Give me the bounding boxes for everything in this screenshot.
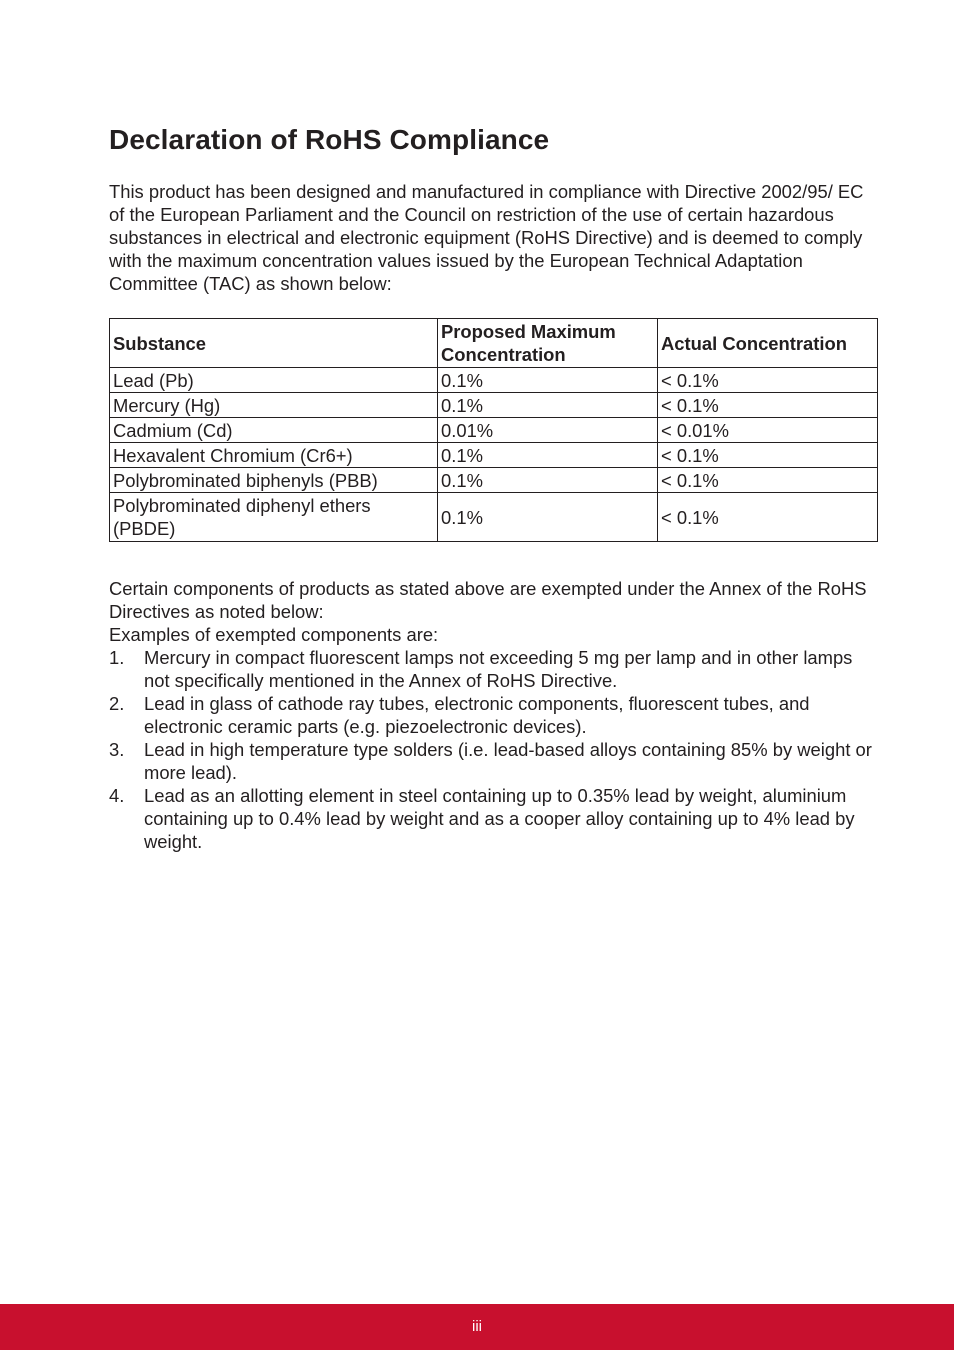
cell-substance: Lead (Pb) <box>110 368 438 393</box>
list-item-number: 4. <box>109 785 125 806</box>
cell-proposed-max: 0.1% <box>438 493 658 542</box>
cell-proposed-max: 0.1% <box>438 393 658 418</box>
list-item <box>109 692 874 738</box>
cell-proposed-max: 0.1% <box>438 468 658 493</box>
list-item-text: Mercury in compact fluorescent lamps not exceeding 5 mg per lamp and in other lamps not specifically mentioned in the Annex of RoHS Directive. <box>144 647 853 691</box>
cell-actual: < 0.01% <box>658 418 878 443</box>
cell-proposed-max: 0.1% <box>438 368 658 393</box>
header-substance: Substance <box>110 319 438 368</box>
list-item <box>109 784 874 853</box>
cell-actual: < 0.1% <box>658 368 878 393</box>
exemptions-list <box>109 646 874 853</box>
exemptions-intro: Certain components of products as stated above are exempted under the Annex of the RoHS Directives as noted below: <box>109 578 867 622</box>
list-item <box>109 738 874 784</box>
table-row <box>110 418 878 443</box>
table-row <box>110 368 878 393</box>
page-number: iii <box>472 1318 482 1335</box>
table-row <box>110 443 878 468</box>
cell-actual: < 0.1% <box>658 468 878 493</box>
list-item-number: 3. <box>109 739 125 760</box>
cell-actual: < 0.1% <box>658 493 878 542</box>
cell-actual: < 0.1% <box>658 443 878 468</box>
list-item-number: 2. <box>109 693 125 714</box>
header-actual-concentration: Actual Concentration <box>658 319 878 368</box>
exemptions-examples-label: Examples of exempted components are: <box>109 624 439 645</box>
header-proposed-max-concentration: Proposed Maximum Concentration <box>438 319 658 368</box>
cell-proposed-max: 0.01% <box>438 418 658 443</box>
exemptions-section <box>109 577 874 853</box>
list-item-number: 1. <box>109 647 125 668</box>
footer-bar <box>0 1304 954 1350</box>
cell-proposed-max: 0.1% <box>438 443 658 468</box>
list-item-text: Lead in glass of cathode ray tubes, electronic components, fluorescent tubes, and electronic ceramic parts (e.g. piezoelectronic devices). <box>144 693 810 737</box>
cell-substance: Polybrominated diphenyl ethers (PBDE) <box>110 493 438 542</box>
table-header-row <box>110 319 878 368</box>
page-title: Declaration of RoHS Compliance <box>109 124 550 155</box>
cell-substance: Mercury (Hg) <box>110 393 438 418</box>
table-row <box>110 493 878 542</box>
table-row <box>110 468 878 493</box>
cell-substance: Hexavalent Chromium (Cr6+) <box>110 443 438 468</box>
cell-substance: Polybrominated biphenyls (PBB) <box>110 468 438 493</box>
intro-paragraph: This product has been designed and manufactured in compliance with Directive 2002/95/ EC of the European Parliament and the Council on restriction of the use of certain hazardous substances in electrical and electronic equipment (RoHS Directive) and is deemed to comply with the maximum concentration values issued by the European Technical Adaptation Committee (TAC) as shown below: <box>109 181 864 294</box>
table-row <box>110 393 878 418</box>
cell-actual: < 0.1% <box>658 393 878 418</box>
list-item-text: Lead as an allotting element in steel containing up to 0.35% lead by weight, aluminium containing up to 0.4% lead by weight and as a cooper alloy containing up to 4% lead by weight. <box>144 785 855 852</box>
cell-substance: Cadmium (Cd) <box>110 418 438 443</box>
list-item-text: Lead in high temperature type solders (i.e. lead-based alloys containing 85% by weight or more lead). <box>144 739 872 783</box>
list-item <box>109 646 874 692</box>
rohs-substance-table <box>109 318 878 542</box>
